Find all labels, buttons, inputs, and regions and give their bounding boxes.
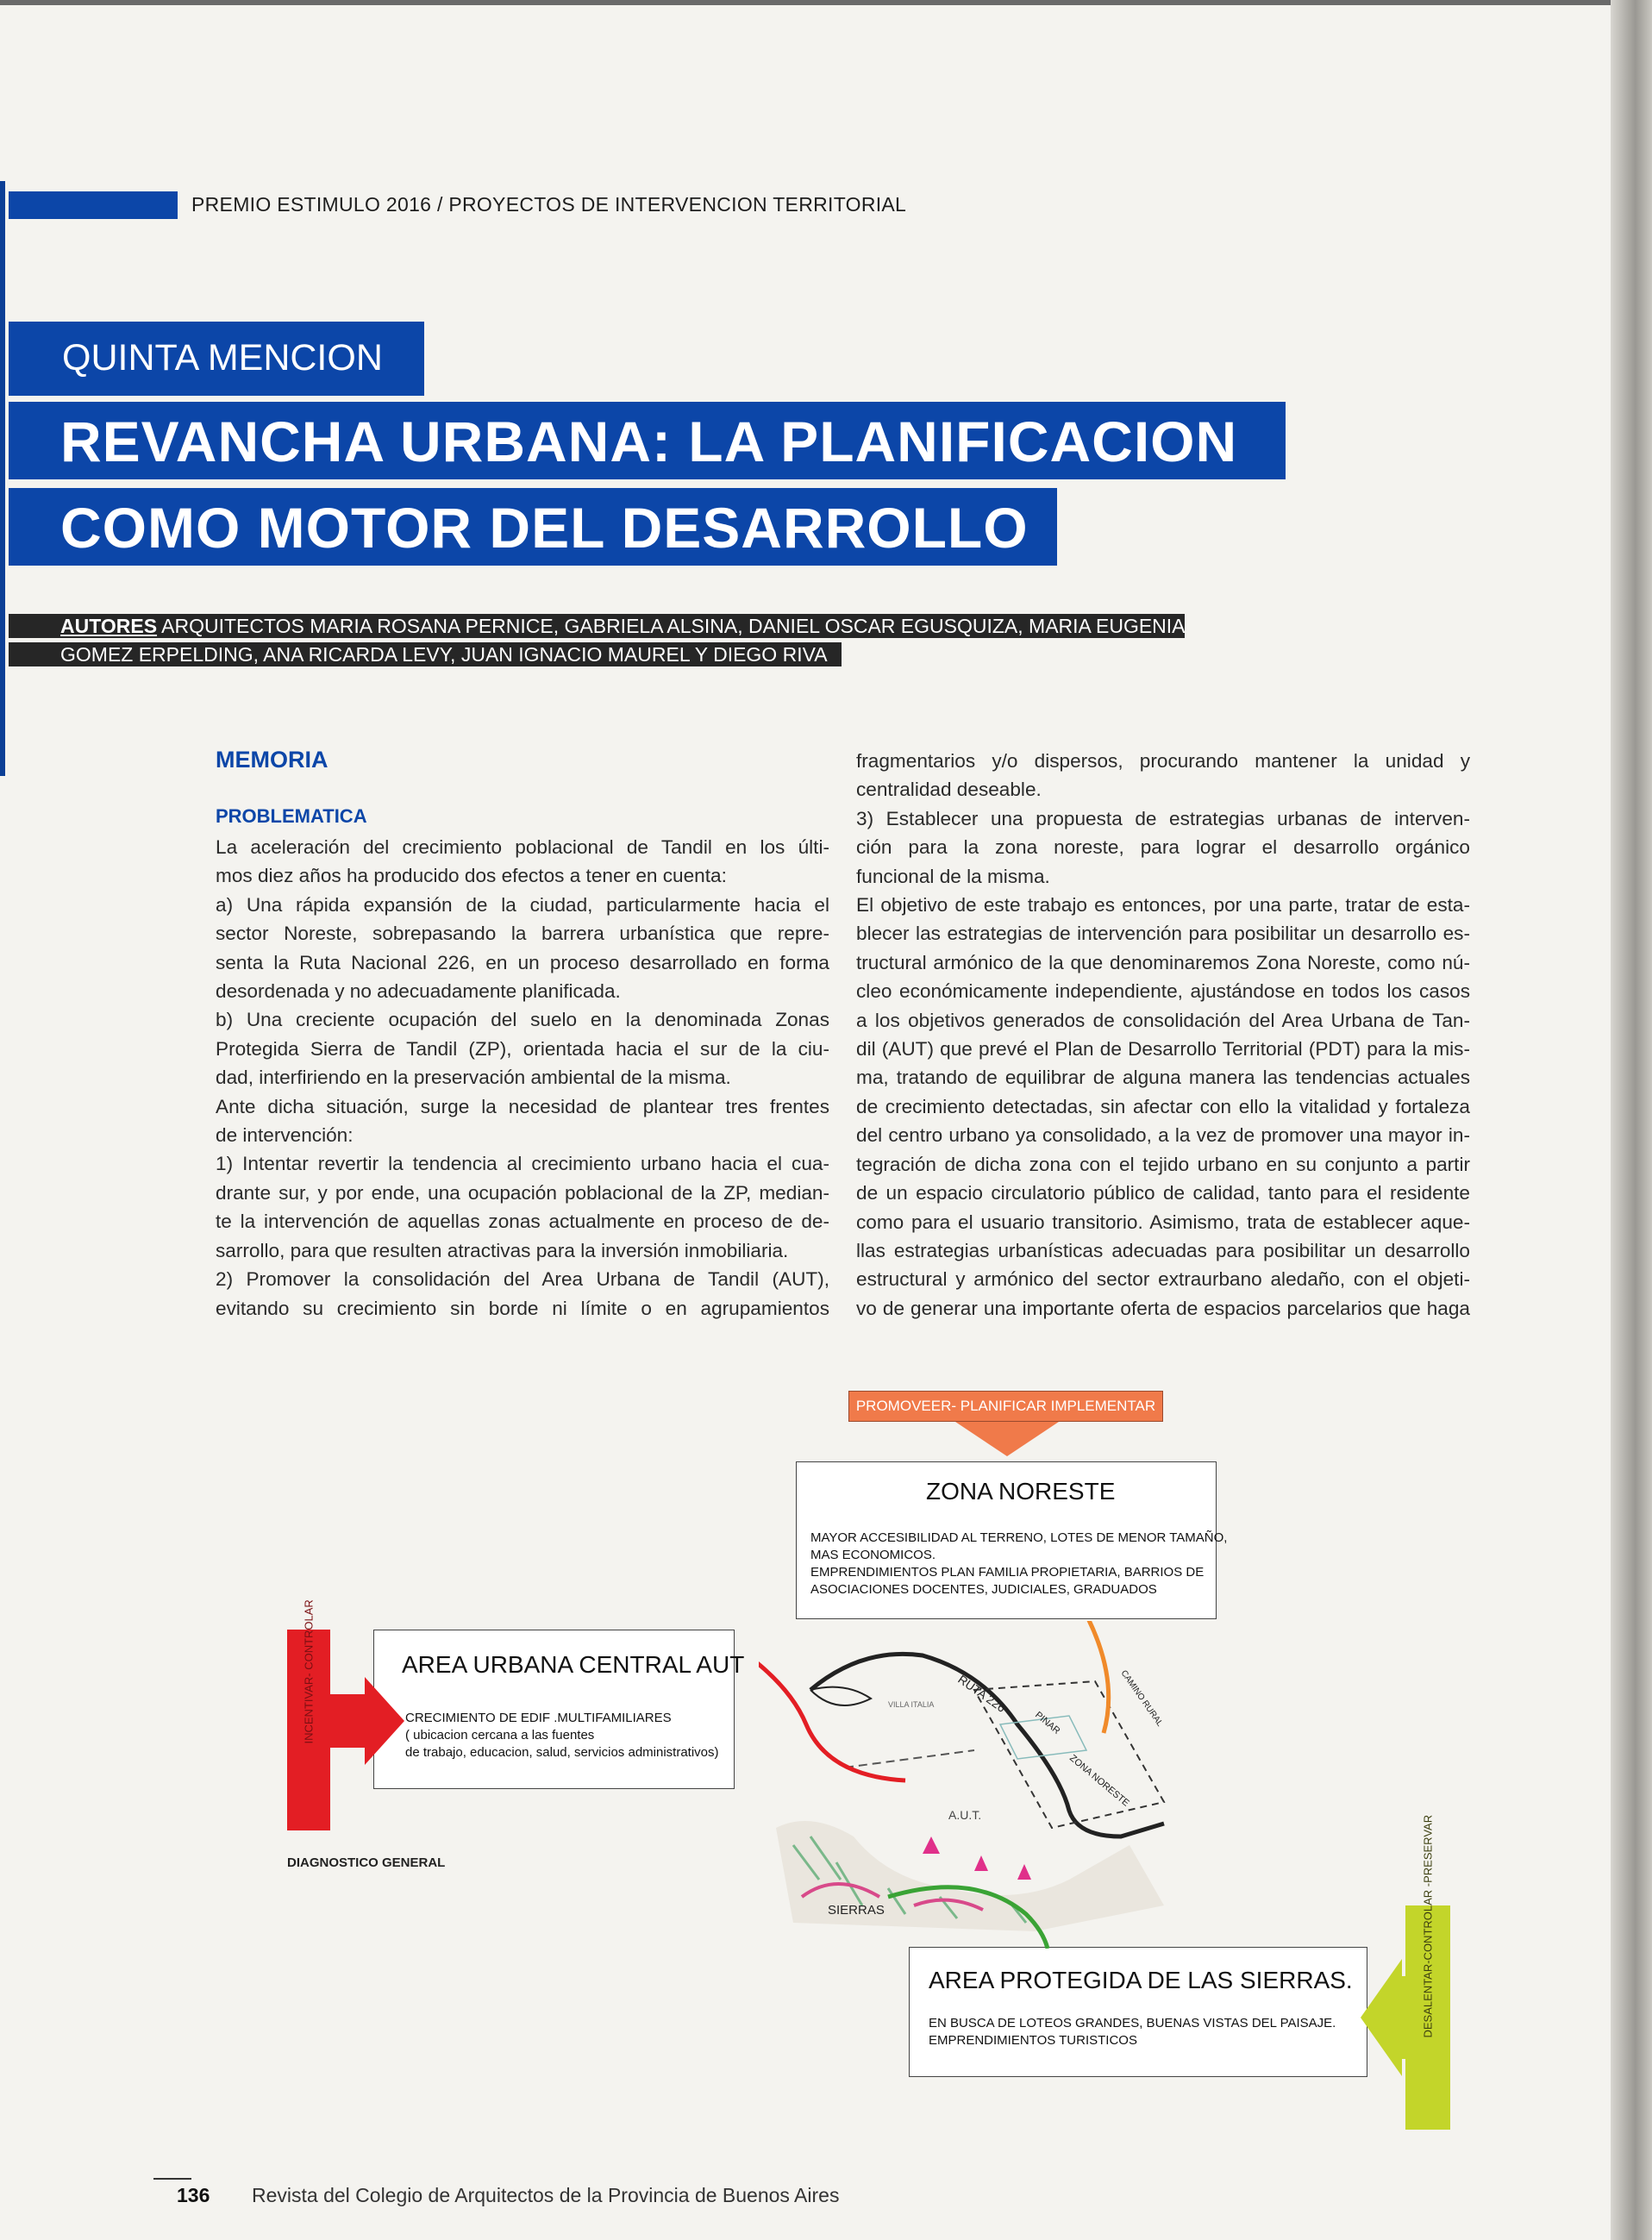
text-line: de intervención: bbox=[216, 1124, 354, 1147]
page-number: 136 bbox=[177, 2184, 210, 2206]
page-edge bbox=[1611, 0, 1652, 2240]
incentivar-label-text bbox=[303, 1701, 316, 1744]
text-line: te la intervención de aquellas zonas actualmente en proceso de de- bbox=[216, 1211, 829, 1233]
text-line: evitando su crecimiento sin borde ni límite o en agrupamientos bbox=[216, 1297, 829, 1319]
text-line: Ante dicha situación, surge la necesidad de plantear tres frentes bbox=[216, 1095, 829, 1117]
text-line: sarrollo, para que resulten atractivas para la inversión inmobiliaria. bbox=[216, 1239, 789, 1261]
authors-label: AUTORES bbox=[60, 615, 158, 637]
sierras-box bbox=[909, 1947, 1367, 2077]
growth-markers bbox=[923, 1836, 1031, 1880]
sierras-line: EMPRENDIMIENTOS TURISTICOS bbox=[929, 2033, 1137, 2048]
zona-curve-arrow bbox=[1078, 1621, 1109, 1733]
text-line: fragmentarios y/o dispersos, procurando mantener la unidad y bbox=[856, 750, 1470, 772]
zona-noreste-body bbox=[810, 1530, 1227, 1599]
text-line: tructural armónico de la que denominaremos Zona Noreste, como nú- bbox=[856, 951, 1470, 973]
aut-curve-arrow bbox=[759, 1630, 905, 1780]
text-line: dad, interfiriendo en la preservación ambiental de la misma. bbox=[216, 1067, 731, 1089]
main-title-line-2: COMO MOTOR DEL DESARROLLO bbox=[9, 488, 1057, 566]
map-label-rural: CAMINO RURAL bbox=[1118, 1668, 1165, 1729]
kicker-title: QUINTA MENCION bbox=[9, 322, 424, 396]
aut-box bbox=[373, 1630, 745, 1789]
text-line: vo de generar una importante oferta de espacios parcelarios que haga bbox=[856, 1297, 1470, 1319]
zona-line: MAYOR ACCESIBILIDAD AL TERRENO, LOTES DE MENOR TAMAÑO, bbox=[810, 1530, 1228, 1545]
aut-line: de trabajo, educacion, salud, servicios administrativos) bbox=[405, 1745, 719, 1760]
authors-line-2: GOMEZ ERPELDING, ANA RICARDA LEVY, JUAN IGNACIO MAUREL Y DIEGO RIVA bbox=[9, 642, 842, 666]
map-label-aut: A.U.T. bbox=[948, 1808, 982, 1822]
aut-line: ( ubicacion cercana a las fuentes bbox=[405, 1728, 595, 1743]
green-arrow-icon bbox=[1361, 1959, 1402, 2076]
red-arrow-icon bbox=[365, 1677, 404, 1765]
text-line: 3) Establecer una propuesta de estrategias urbanas de interven- bbox=[856, 807, 1470, 829]
text-line: estructural y armónico del sector extraurbano aledaño, con el objeti- bbox=[856, 1268, 1470, 1291]
sierras-title: AREA PROTEGIDA DE LAS SIERRAS. bbox=[929, 1967, 1353, 1993]
section-bar bbox=[9, 191, 178, 219]
top-rule bbox=[0, 0, 1612, 5]
text-line: La aceleración del crecimiento poblacional de Tandil en los últi- bbox=[216, 836, 829, 858]
aut-line: CRECIMIENTO DE EDIF .MULTIFAMILIARES bbox=[405, 1711, 672, 1725]
section-header: PREMIO ESTIMULO 2016 / PROYECTOS DE INTERVENCION TERRITORIAL bbox=[191, 193, 907, 216]
text-line: ma, tratando de equilibrar de alguna manera las tendencias actuales bbox=[856, 1067, 1470, 1089]
zona-noreste-title: ZONA NORESTE bbox=[926, 1478, 1116, 1505]
text-line: a los objetivos generados de consolidación del Area Urbana de Tan- bbox=[856, 1009, 1470, 1031]
map-label-ruta: RUTA 226 bbox=[955, 1672, 1009, 1715]
map-label-zona: ZONA NORESTE bbox=[1067, 1753, 1131, 1809]
zona-line: MAS ECONOMICOS. bbox=[810, 1548, 936, 1562]
sierras-line: EN BUSCA DE LOTEOS GRANDES, BUENAS VISTAS DEL PAISAJE. bbox=[929, 2016, 1336, 2030]
text-line: 1) Intentar revertir la tendencia al crecimiento urbano hacia el cua- bbox=[216, 1153, 829, 1175]
ruta-226-road bbox=[810, 1654, 1164, 1836]
text-line: de crecimiento detectadas, sin afectar con ello la vitalidad y fortaleza bbox=[856, 1095, 1470, 1117]
section-heading: MEMORIA bbox=[216, 747, 329, 773]
main-title-line-1: REVANCHA URBANA: LA PLANIFICACION bbox=[9, 402, 1286, 479]
sierras-body bbox=[929, 2015, 1336, 2049]
text-line: ción para la zona noreste, para lograr el desarrollo orgánico bbox=[856, 836, 1470, 859]
map-label-villa: VILLA ITALIA bbox=[888, 1700, 935, 1709]
aut-boundary bbox=[845, 1750, 974, 1768]
text-line: tegración de dicha zona con el tejido urbano en su conjunto a partir bbox=[856, 1153, 1470, 1175]
text-line: 2) Promover la consolidación del Area Urbana de Tandil (AUT), bbox=[216, 1268, 829, 1291]
map-label-pinar: PINAR bbox=[1033, 1710, 1062, 1736]
road-loop bbox=[810, 1687, 871, 1705]
promote-label-box: PROMOVEER- PLANIFICAR IMPLEMENTAR bbox=[848, 1391, 1163, 1422]
text-line: funcional de la misma. bbox=[856, 865, 1050, 887]
text-line: El objetivo de este trabajo es entonces, por una parte, tratar de esta- bbox=[856, 894, 1470, 917]
text-line: llas estrategias urbanísticas adecuadas para posibilitar un desarrollo bbox=[856, 1239, 1470, 1261]
text-line: como para el usuario transitorio. Asimismo, trata de establecer aque- bbox=[856, 1211, 1470, 1233]
text-line: de un espacio circulatorio público de calidad, tanto para el residente bbox=[856, 1182, 1470, 1204]
left-rule bbox=[0, 181, 5, 776]
aut-body bbox=[405, 1710, 719, 1761]
text-line: b) Una creciente ocupación del suelo en la denominada Zonas bbox=[216, 1009, 829, 1031]
text-line: centralidad deseable. bbox=[856, 779, 1042, 801]
journal-name: Revista del Colegio de Arquitectos de la Provincia de Buenos Aires bbox=[252, 2184, 840, 2206]
aut-title: AREA URBANA CENTRAL AUT bbox=[402, 1651, 745, 1678]
text-line: cleo económicamente independiente, ajustándose en todos los casos bbox=[856, 980, 1470, 1003]
footer-mark bbox=[153, 2178, 191, 2180]
text-line: blecer las estrategias de intervención para posibilitar un desarrollo es- bbox=[856, 923, 1470, 945]
text-line: del centro urbano ya consolidado, a la vez de promover una mayor in- bbox=[856, 1124, 1470, 1147]
text-line: drante sur, y por ende, una ocupación poblacional de la ZP, median- bbox=[216, 1181, 829, 1204]
site-sketch-map bbox=[759, 1621, 1207, 1949]
authors-names-1: ARQUITECTOS MARIA ROSANA PERNICE, GABRIELA ALSINA, DANIEL OSCAR EGUSQUIZA, MARIA EUGENIA bbox=[161, 615, 1186, 637]
authors-line-1 bbox=[9, 614, 1185, 638]
text-line: mos diez años ha producido dos efectos a tener en cuenta: bbox=[216, 865, 727, 887]
text-line: Protegida Sierra de Tandil (ZP), orientada hacia el sur de la ciu- bbox=[216, 1037, 829, 1060]
map-label-sierras: SIERRAS bbox=[828, 1903, 885, 1918]
text-line: dil (AUT) que prevé el Plan de Desarrollo Territorial (PDT) para la mis- bbox=[856, 1038, 1470, 1061]
text-line: senta la Ruta Nacional 226, en un proceso desarrollado en forma bbox=[216, 951, 829, 973]
text-column-left bbox=[216, 833, 829, 1323]
text-line: a) Una rápida expansión de la ciudad, particularmente hacia el bbox=[216, 893, 829, 916]
text-line: desordenada y no adecuadamente planificada. bbox=[216, 980, 621, 1003]
preservar-label-text bbox=[1422, 1993, 1435, 2038]
red-arrow-shaft bbox=[330, 1694, 365, 1748]
zona-line: EMPRENDIMIENTOS PLAN FAMILIA PROPIETARIA, BARRIOS DE bbox=[810, 1565, 1205, 1580]
zona-line: ASOCIACIONES DOCENTES, JUDICIALES, GRADUADOS bbox=[810, 1582, 1157, 1597]
text-column-right bbox=[856, 747, 1470, 1323]
subsection-heading: PROBLEMATICA bbox=[216, 805, 367, 827]
promote-arrow-icon bbox=[955, 1422, 1059, 1456]
diagram-caption: DIAGNOSTICO GENERAL bbox=[287, 1855, 446, 1870]
zona-noreste-box bbox=[796, 1461, 1228, 1619]
text-line: sector Noreste, sobrepasando la barrera urbanística que repre- bbox=[216, 923, 829, 945]
